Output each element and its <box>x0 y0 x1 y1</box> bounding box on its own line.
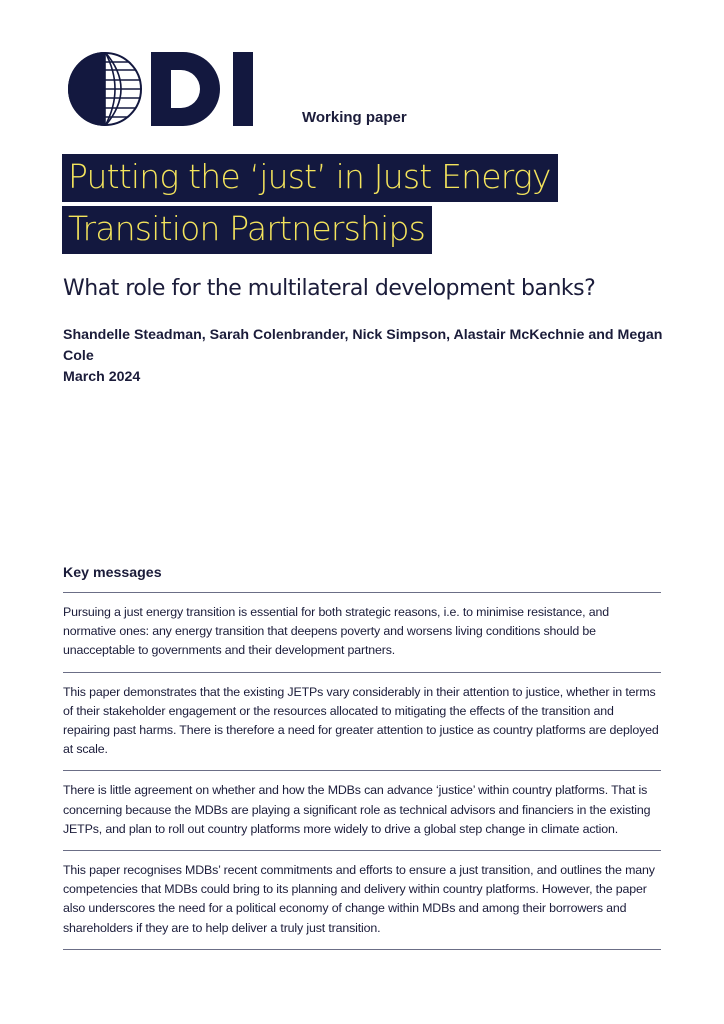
key-message: Pursuing a just energy transition is essential for both strategic reasons, i.e. to minimise resistance, and normative ones: any energy transition that deepens poverty and worsens living conditions should be unacceptable to governments and their development partners. <box>63 592 661 672</box>
key-messages-list <box>63 592 661 950</box>
paper-title <box>62 154 558 254</box>
key-message: This paper demonstrates that the existing JETPs vary considerably in their attention to justice, whether in terms of their stakeholder engagement or the resources allocated to mitigating the effects of the transition and repairing past harms. There is therefore a need for greater attention to justice as country platforms are deployed at scale. <box>63 672 661 771</box>
title-line-1: Putting the ‘just’ in Just Energy <box>62 154 558 202</box>
title-line-2: Transition Partnerships <box>62 206 432 254</box>
divider <box>63 949 661 950</box>
paper-subtitle: What role for the multilateral development banks? <box>63 276 596 301</box>
key-message: There is little agreement on whether and how the MDBs can advance ‘justice’ within country platforms. That is concerning because the MDBs are playing a significant role as technical advisors and financiers in the existing JETPs, and plan to roll out country platforms more widely to drive a global step change in climate action. <box>63 770 661 850</box>
globe-o-icon <box>68 52 143 126</box>
paper-type-label: Working paper <box>302 109 407 126</box>
odi-logo <box>67 50 267 128</box>
logo-letter-i <box>233 52 253 126</box>
authors: Shandelle Steadman, Sarah Colenbrander, Nick Simpson, Alastair McKechnie and Megan Cole <box>63 327 663 364</box>
publication-date: March 2024 <box>63 369 141 385</box>
key-messages-heading: Key messages <box>63 565 162 581</box>
logo-letter-d <box>151 52 220 126</box>
key-message: This paper recognises MDBs’ recent commitments and efforts to ensure a just transition, and outlines the many competencies that MDBs could bring to its planning and delivery within country platforms. However, the paper also underscores the need for a political economy of change within MDBs and among their borrowers and shareholders if they are to help deliver a truly just transition. <box>63 850 661 949</box>
